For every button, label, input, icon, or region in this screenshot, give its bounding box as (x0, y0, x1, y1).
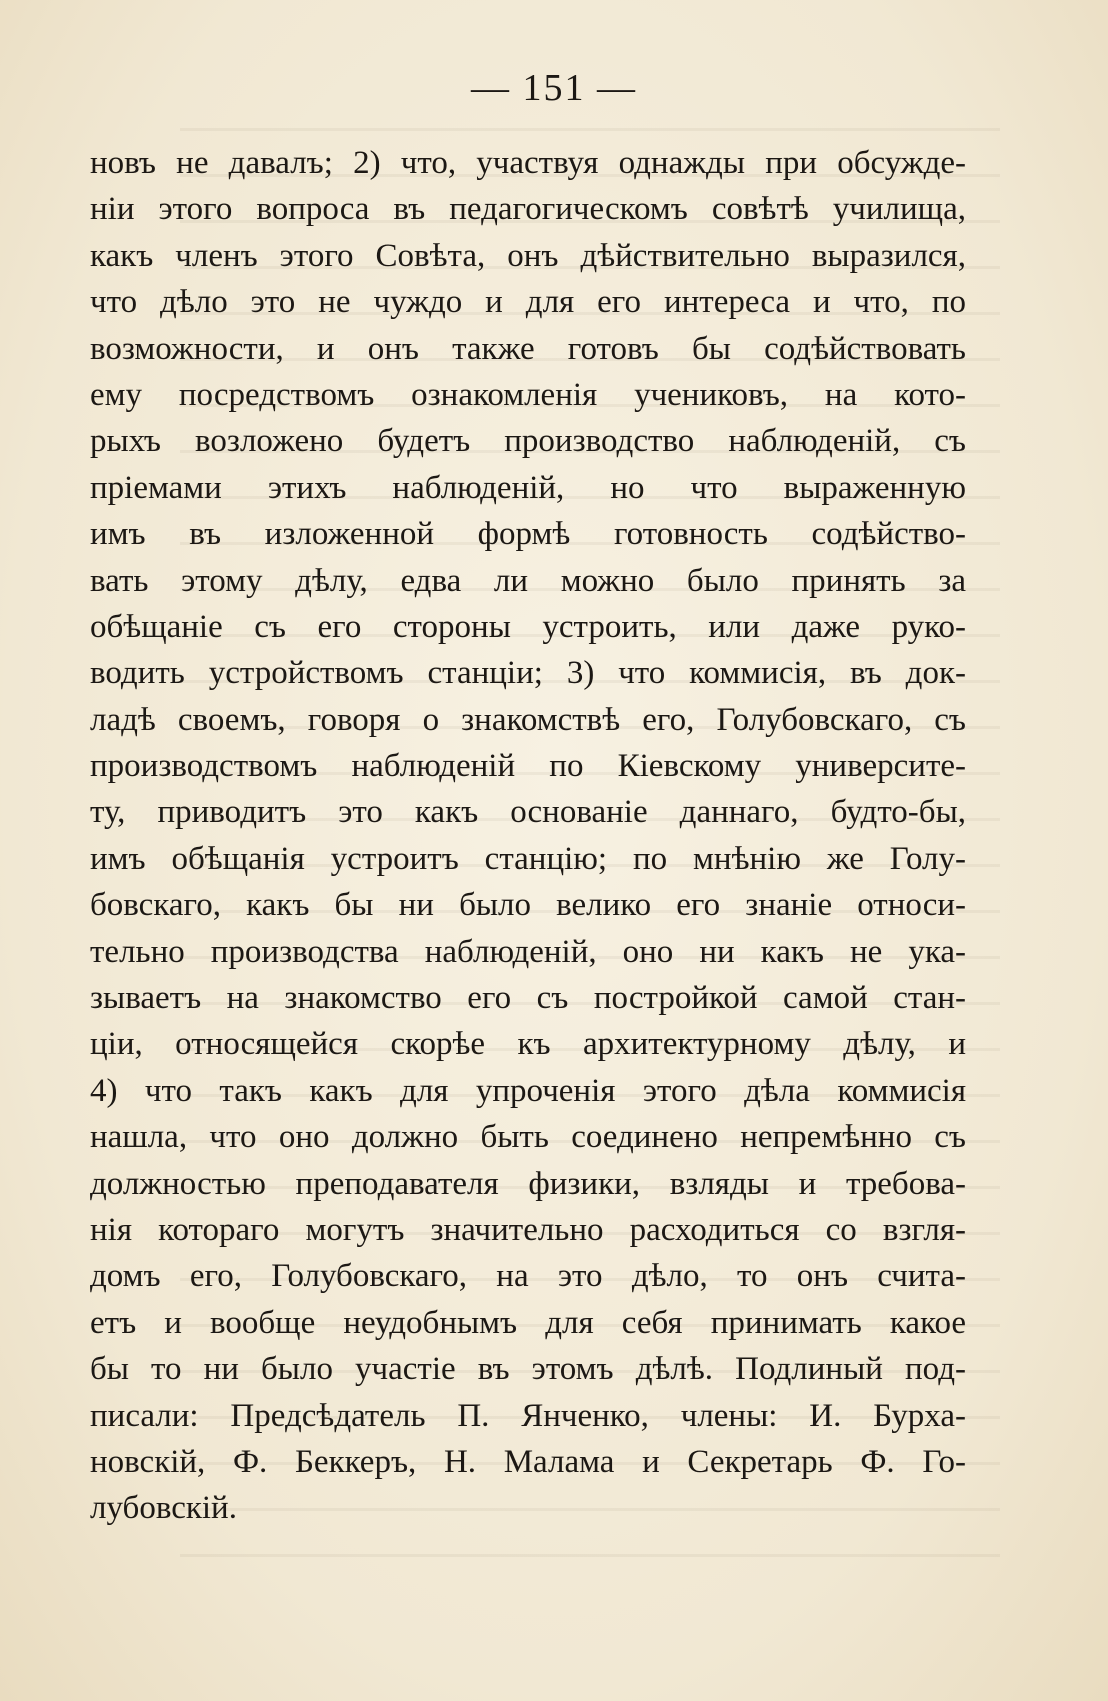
text-line: ту, приводитъ это какъ основаніе даннаго, будто-бы, (90, 794, 966, 831)
text-line: имъ въ изложенной формѣ готовность содѣйство- (90, 516, 966, 553)
text-line: етъ и вообще неудобнымъ для себя принимать какое (90, 1304, 966, 1341)
text-line: тельно производства наблюденій, оно ни какъ не ука- (90, 933, 966, 970)
text-line: должностью преподавателя физики, взляды и требова- (90, 1165, 966, 1202)
text-line: какъ членъ этого Совѣта, онъ дѣйствительно выразился, (90, 237, 966, 274)
text-line: вать этому дѣлу, едва ли можно было принять за (90, 562, 966, 599)
text-line: нашла, что оно должно быть соединено непремѣнно съ (90, 1119, 966, 1156)
text-line: 4) что такъ какъ для упроченія этого дѣла коммисія (90, 1072, 966, 1109)
text-line: писали: Предсѣдатель П. Янченко, члены: И. Бурха- (90, 1397, 966, 1434)
text-line: что дѣло это не чуждо и для его интереса и что, по (90, 284, 966, 321)
text-line: ціи, относящейся скорѣе къ архитектурному дѣлу, и (90, 1026, 966, 1063)
text-line: лубовскій. (90, 1490, 237, 1527)
text-line: производствомъ наблюденій по Кіевскому университе- (90, 748, 966, 785)
text-line: ему посредствомъ ознакомленія учениковъ, на кото- (90, 376, 966, 413)
text-line: домъ его, Голубовскаго, на это дѣло, то онъ счита- (90, 1258, 966, 1295)
text-line: зываетъ на знакомство его съ постройкой самой стан- (90, 980, 966, 1017)
text-line: бы то ни было участіе въ этомъ дѣлѣ. Подлиный под- (90, 1351, 966, 1388)
text-line: имъ обѣщанія устроитъ станцію; по мнѣнію же Голу- (90, 840, 966, 877)
text-line: новскій, Ф. Беккеръ, Н. Малама и Секретарь Ф. Го- (90, 1443, 966, 1480)
text-line: ніи этого вопроса въ педагогическомъ совѣтѣ училища, (90, 191, 966, 228)
text-line: новъ не давалъ; 2) что, участвуя однажды при обсужде- (90, 145, 966, 181)
page-number: — 151 — (471, 67, 637, 109)
text-line: бовскаго, какъ бы ни было велико его знаніе относи- (90, 887, 966, 924)
text-line: нія котораго могутъ значительно расходиться со взгля- (90, 1211, 966, 1248)
text-line: водить устройствомъ станціи; 3) что коммисія, въ док- (90, 655, 966, 692)
text-line: возможности, и онъ также готовъ бы содѣйствовать (90, 330, 966, 367)
text-line: ладѣ своемъ, говоря о знакомствѣ его, Голубовскаго, съ (90, 701, 966, 738)
text-line: пріемами этихъ наблюденій, но что выраженную (90, 469, 966, 506)
body-text (90, 140, 966, 1532)
text-line: рыхъ возложено будетъ производство наблюденій, съ (90, 423, 966, 460)
text-line: обѣщаніе съ его стороны устроить, или даже руко- (90, 608, 966, 645)
